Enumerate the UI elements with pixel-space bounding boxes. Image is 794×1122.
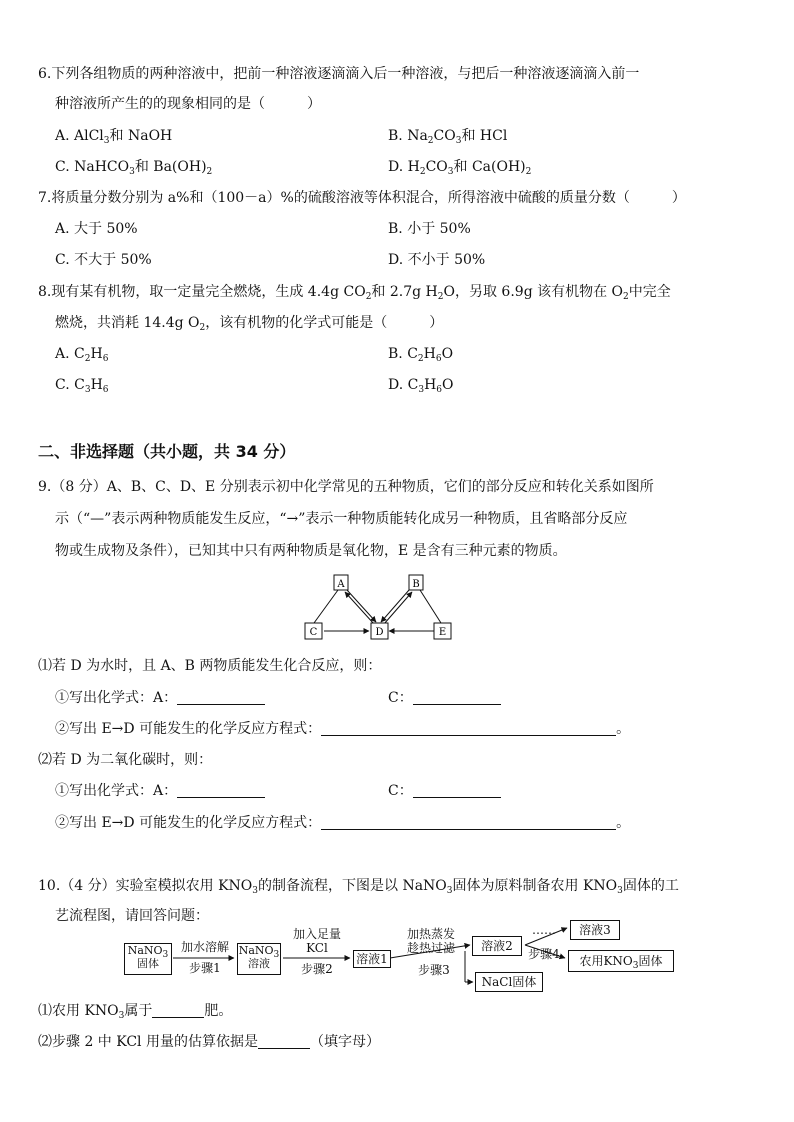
answer-blank-fertilizer[interactable] xyxy=(152,1003,204,1018)
answer-blank-c[interactable] xyxy=(413,783,501,798)
q7-option-d: D. 不小于 50% xyxy=(388,252,486,268)
q7-option-c: C. 不大于 50% xyxy=(55,252,152,268)
q10-part1: ⑴农用 $KNO_3$属于 肥。 xyxy=(38,1003,233,1021)
q6-option-a: A. AlCl$_3$和 NaOH xyxy=(55,128,173,146)
q8-stem-line2: 燃烧，共消耗 14.4g $O_2$，该有机物的化学式可能是（ ） xyxy=(55,315,444,333)
node-b: B xyxy=(412,579,420,590)
q6-stem-line2: 种溶液所产生的的现象相同的是（ ） xyxy=(55,96,321,112)
answer-blank-a[interactable] xyxy=(177,783,265,798)
answer-blank-c[interactable] xyxy=(413,690,501,705)
edge-d-b xyxy=(384,592,412,624)
node-e: E xyxy=(438,627,447,638)
q9-part2-q1-c: C： xyxy=(388,781,501,801)
flow-box-nano3-solution: NaNO$_3$ 溶液 xyxy=(237,943,281,975)
flow-step1-label: 加水溶解 xyxy=(180,940,229,954)
edge-a-c xyxy=(314,590,338,623)
flow-step3-label: 加热蒸发 趁热过滤 xyxy=(406,927,455,955)
q8-option-a: A. $C_2H_6$ xyxy=(55,346,109,364)
q7-option-b: B. 小于 50% xyxy=(388,221,471,237)
q9-part1-q2: ②写出 E→D 可能发生的化学反应方程式： 。 xyxy=(55,721,631,737)
flow-box-solution3: 溶液3 xyxy=(570,920,620,940)
q9-part2-title: ⑵若 D 为二氧化碳时，则： xyxy=(38,752,213,768)
answer-blank-basis[interactable] xyxy=(258,1034,310,1049)
answer-blank-a[interactable] xyxy=(177,690,265,705)
edge-a-d xyxy=(347,590,376,622)
q10-stem-line1: 10.（4 分）实验室模拟农用 $KNO_3$的制备流程，下图是以 NaNO$_3$固体为原料制备农用 $KNO_3$固体的工 xyxy=(38,878,679,896)
q10-stem-line2: 艺流程图，请回答问题： xyxy=(55,908,209,924)
q8-option-c: C. $C_3H_6$ xyxy=(55,377,109,395)
flow-box-nano3-solid: NaNO$_3$ 固体 xyxy=(124,943,172,975)
flow-step3-name: 步骤3 xyxy=(418,963,450,977)
edge-b-d xyxy=(381,590,409,622)
flow-step2-label: 加入足量 KCl xyxy=(292,927,341,955)
q7-stem: 7.将质量分数分别为 a%和（100－a）%的硫酸溶液等体积混合，所得溶液中硫酸的质量分数（ ） xyxy=(38,190,686,206)
q10-part2: ⑵步骤 2 中 KCl 用量的估算依据是 （填字母） xyxy=(38,1034,380,1050)
q8-option-d: D. $C_3H_6O$ xyxy=(388,377,454,395)
q6-option-c: C. NaHCO$_3$和 $Ba(OH)_2$ xyxy=(55,159,213,177)
flow-box-solution2: 溶液2 xyxy=(472,936,522,956)
edge-d-a xyxy=(345,592,374,624)
flow-step2-name: 步骤2 xyxy=(301,962,333,976)
node-a: A xyxy=(337,579,345,590)
q6-option-b: B. $Na_2CO_3$和 HCl xyxy=(388,128,508,146)
flow-step4-label: …… xyxy=(532,923,556,937)
flow-step4-name: 步骤4 xyxy=(528,947,560,961)
q9-part1-title: ⑴若 D 为水时，且 A、B 两物质能发生化合反应，则： xyxy=(38,658,382,674)
flow-box-kno3-solid: 农用$KNO_3$固体 xyxy=(568,950,674,972)
edge-b-e xyxy=(420,590,441,623)
q8-option-b: B. $C_2H_6O$ xyxy=(388,346,454,364)
node-d: D xyxy=(375,627,384,638)
node-c: C xyxy=(309,627,318,638)
q9-relation-diagram xyxy=(296,572,460,642)
flow-box-solution1: 溶液1 xyxy=(353,950,391,968)
answer-blank-equation[interactable] xyxy=(321,721,616,736)
q9-stem-line3: 物或生成物及条件），已知其中只有两种物质是氧化物，E 是含有三种元素的物质。 xyxy=(55,543,567,559)
q9-part2-q1: ①写出化学式：A： xyxy=(55,781,265,801)
q6-stem-line1: 6.下列各组物质的两种溶液中，把前一种溶液逐滴滴入后一种溶液，与把后一种溶液逐滴滴入前一 xyxy=(38,66,640,82)
section2-title: 二、非选择题（共小题，共 34 分） xyxy=(38,442,296,461)
q7-option-a: A. 大于 50% xyxy=(55,221,138,237)
q6-option-d: D. $H_2CO_3$和 $Ca(OH)_2$ xyxy=(388,159,532,177)
q9-part2-q2: ②写出 E→D 可能发生的化学反应方程式： 。 xyxy=(55,815,631,831)
q10-process-flow xyxy=(120,925,680,995)
q9-stem-line1: 9.（8 分）A、B、C、D、E 分别表示初中化学常见的五种物质，它们的部分反应和转化关系如图所 xyxy=(38,479,654,495)
q8-stem-line1: 8.现有某有机物，取一定量完全燃烧，生成 4.4g $CO_2$和 2.7g $H_2O$，另取 6.9g 该有机物在 $O_2$中完全 xyxy=(38,284,671,302)
answer-blank-equation[interactable] xyxy=(321,815,616,830)
q9-part1-q1: ①写出化学式：A： xyxy=(55,688,265,708)
q9-stem-line2: 示（“—”表示两种物质能发生反应，“→”表示一种物质能转化成另一种物质，且省略部分反应 xyxy=(55,511,628,527)
flow-box-nacl-solid: NaCl固体 xyxy=(475,972,543,992)
flow-step1-name: 步骤1 xyxy=(189,961,221,975)
q9-part1-q1-c: C： xyxy=(388,688,501,708)
